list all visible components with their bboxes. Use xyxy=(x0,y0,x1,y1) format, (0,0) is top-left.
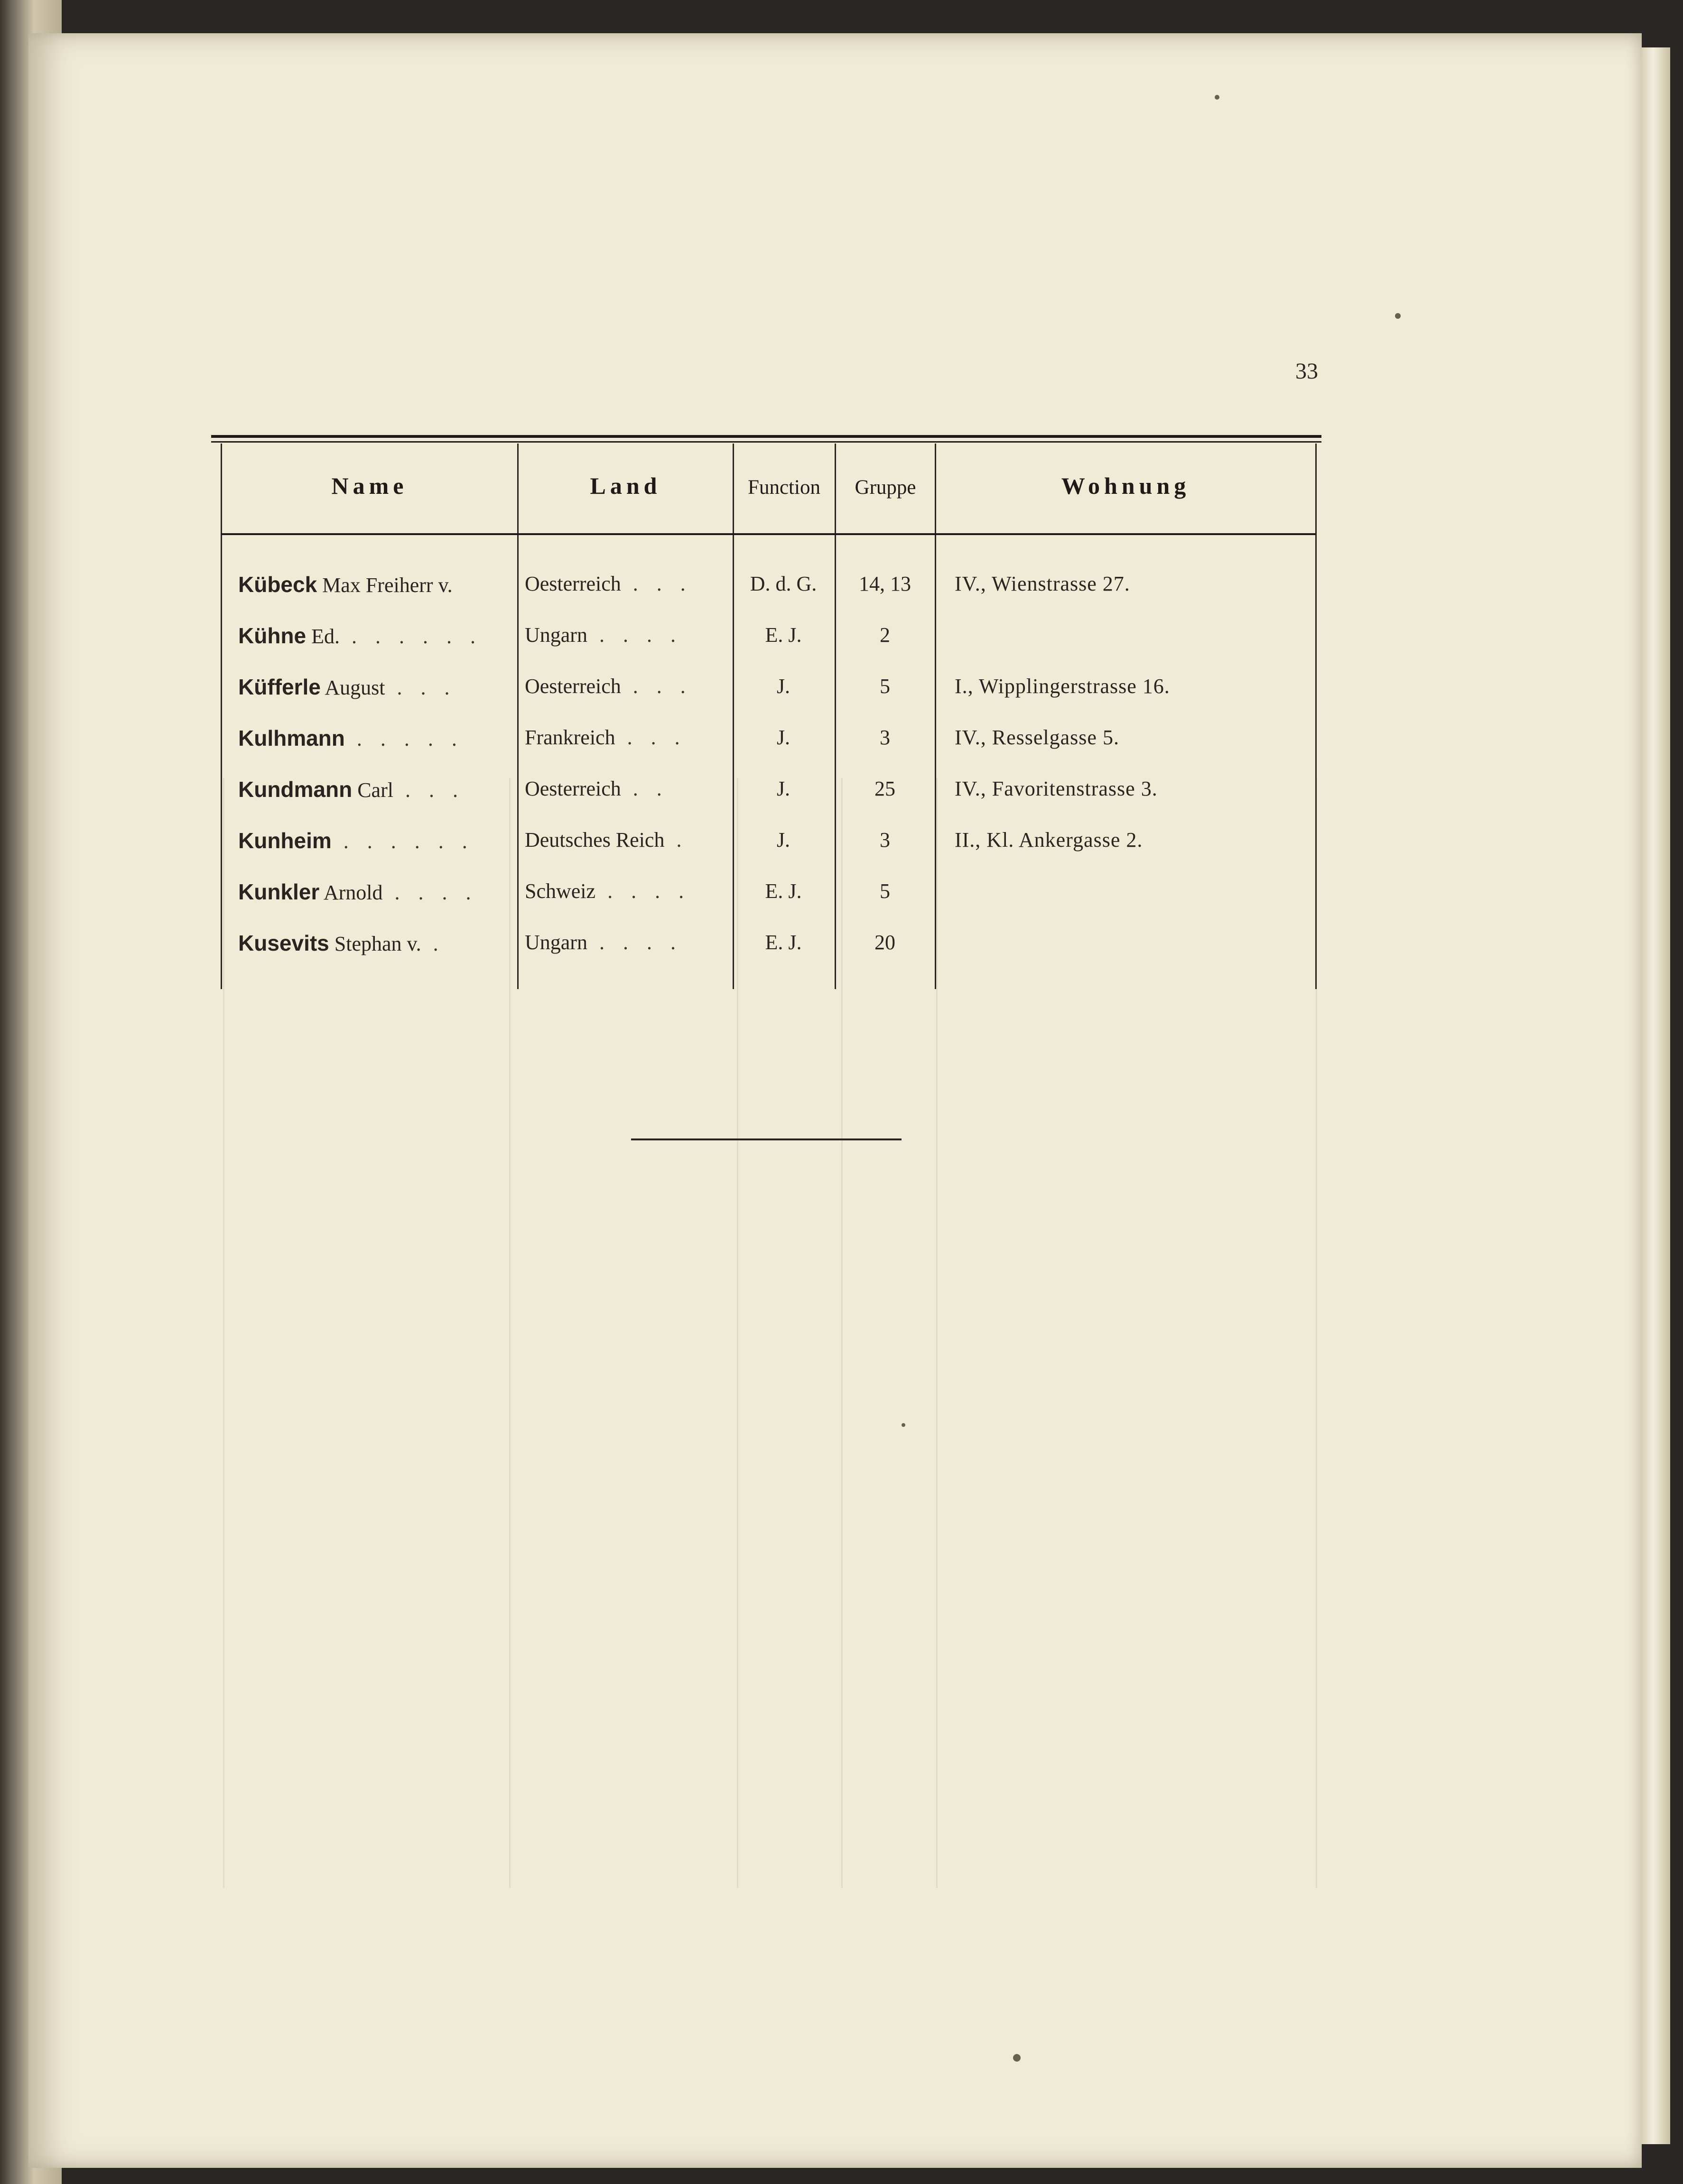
page-number: 33 xyxy=(1295,359,1318,384)
name-cell: Kunheim . . . . . . xyxy=(238,828,474,853)
name-cell: Kübeck Max Freiherr v. xyxy=(238,572,453,597)
gruppe-cell: 20 xyxy=(874,931,895,954)
paper-speck xyxy=(1013,2054,1021,2062)
gruppe-cell: 5 xyxy=(880,879,890,903)
header-land: Land xyxy=(590,472,661,499)
header-gruppe: Gruppe xyxy=(855,476,916,499)
wohnung-cell: IV., Resselgasse 5. xyxy=(955,726,1119,749)
gruppe-cell: 2 xyxy=(880,623,890,647)
table-row xyxy=(0,572,1683,619)
gruppe-cell: 14, 13 xyxy=(859,572,911,595)
land-cell: Ungarn . . . . xyxy=(525,931,682,954)
table-row xyxy=(0,828,1683,875)
header-wohnung: Wohnung xyxy=(1061,472,1190,499)
table-row xyxy=(0,879,1683,926)
wohnung-cell: II., Kl. Ankergasse 2. xyxy=(955,828,1143,851)
name-cell: Küfferle August . . . xyxy=(238,675,456,699)
table-top-rule xyxy=(211,435,1321,438)
land-cell: Deutsches Reich . xyxy=(525,828,688,851)
table-top-rule-thin xyxy=(211,441,1321,443)
header-function: Function xyxy=(748,476,820,499)
gruppe-cell: 3 xyxy=(880,828,890,851)
paper-speck xyxy=(902,1423,905,1427)
land-cell: Oesterreich . . . xyxy=(525,675,692,698)
wohnung-cell: I., Wipplingerstrasse 16. xyxy=(955,675,1170,698)
function-cell: J. xyxy=(776,726,790,749)
name-cell: Kulhmann . . . . . xyxy=(238,726,464,750)
table-row xyxy=(0,725,1683,773)
gruppe-cell: 3 xyxy=(880,726,890,749)
gruppe-cell: 25 xyxy=(874,777,895,800)
name-cell: Kühne Ed. . . . . . . xyxy=(238,623,482,648)
gruppe-cell: 5 xyxy=(880,675,890,698)
wohnung-cell: IV., Favoritenstrasse 3. xyxy=(955,777,1158,800)
land-cell: Frankreich . . . xyxy=(525,726,687,749)
function-cell: E. J. xyxy=(765,623,802,647)
table-row xyxy=(0,674,1683,722)
name-cell: Kusevits Stephan v. . xyxy=(238,931,445,955)
paper-speck xyxy=(1395,313,1401,319)
wohnung-cell: IV., Wienstrasse 27. xyxy=(955,572,1130,595)
table-row xyxy=(0,930,1683,978)
name-cell: Kunkler Arnold . . . . xyxy=(238,879,478,904)
table-row xyxy=(0,777,1683,824)
paper-speck xyxy=(1215,95,1219,100)
name-cell: Kundmann Carl . . . xyxy=(238,777,465,802)
function-cell: J. xyxy=(776,675,790,698)
land-cell: Oesterreich . . . xyxy=(525,572,692,595)
table-row xyxy=(0,623,1683,670)
land-cell: Oesterreich . . xyxy=(525,777,669,800)
closing-rule xyxy=(631,1138,902,1140)
land-cell: Schweiz . . . . xyxy=(525,879,691,903)
function-cell: J. xyxy=(776,777,790,800)
function-cell: D. d. G. xyxy=(750,572,817,595)
function-cell: E. J. xyxy=(765,879,802,903)
page-right-edge xyxy=(1642,47,1670,2144)
function-cell: J. xyxy=(776,828,790,851)
header-name: Name xyxy=(331,472,408,499)
land-cell: Ungarn . . . . xyxy=(525,623,682,647)
function-cell: E. J. xyxy=(765,931,802,954)
header-bottom-rule xyxy=(221,533,1316,535)
